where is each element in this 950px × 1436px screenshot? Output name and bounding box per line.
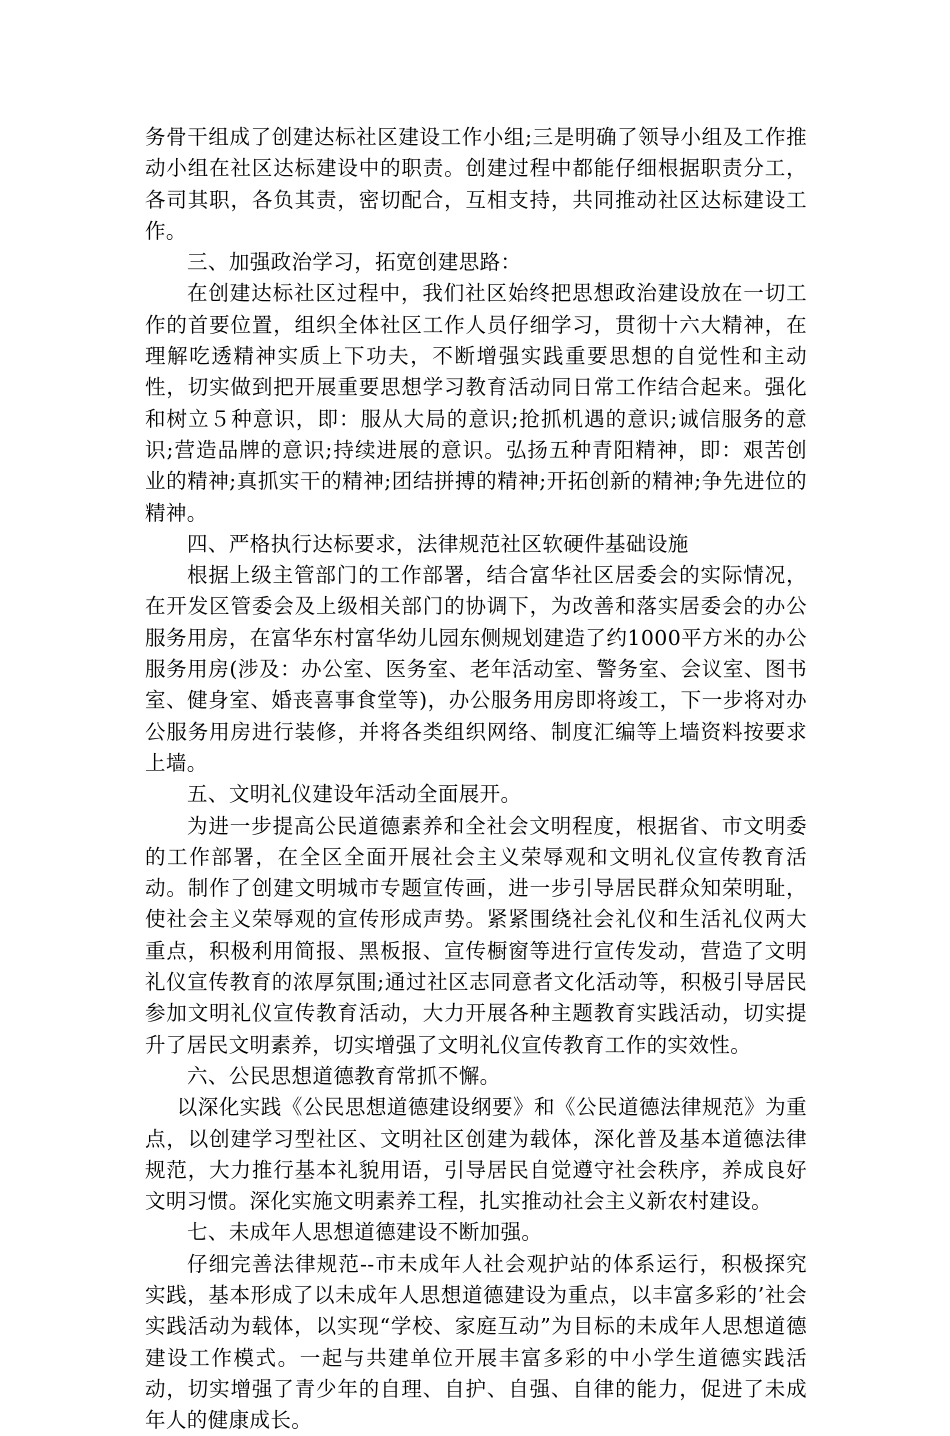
section-heading-7: 七、未成年人思想道德建设不断加强。 — [187, 1220, 543, 1245]
paragraph-etiquette: 为进一步提高公民道德素养和全社会文明程度，根据省、市文明委的工作部署，在全区全面开展社会主义荣辱观和文明礼仪宣传教育活动。制作了创建文明城市专题宣传画，进一步引导居民群众知荣明耻，使社会主义荣辱观的宣传形成声势。紧紧围绕社会礼仪和生活礼仪两大重点，积极利用简报、黑板报、宣传橱窗等进行宣传发动，营造了文明礼仪宣传教育的浓厚氛围;通过社区志同意者文化活动等，积极引导居民参加文明礼仪宣传教育活动，大力开展各种主题教育实践活动，切实提升了居民文明素养，切实增强了文明礼仪宣传教育工作的实效性。 — [145, 813, 807, 1057]
paragraph-continuation: 务骨干组成了创建达标社区建设工作小组;三是明确了领导小组及工作推动小组在社区达标建设中的职责。创建过程中都能仔细根据职责分工，各司其职，各负其责，密切配合，互相支持，共同推动社区达标建设工作。 — [145, 125, 807, 243]
paragraph-facilities: 根据上级主管部门的工作部署，结合富华社区居委会的实际情况，在开发区管委会及上级相关部门的协调下，为改善和落实居委会的办公服务用房，在富华东村富华幼儿园东侧规划建造了约1000平方米的办公服务用房(涉及：办公室、医务室、老年活动室、警务室、会议室、图书室、健身室、婚丧喜事食堂等)，办公服务用房即将竣工，下一步将对办公服务用房进行装修，并将各类组织网络、制度汇编等上墙资料按要求上墙。 — [145, 563, 807, 775]
paragraph-political-study: 在创建达标社区过程中，我们社区始终把思想政治建设放在一切工作的首要位置，组织全体社区工作人员仔细学习，贯彻十六大精神，在理解吃透精神实质上下功夫，不断增强实践重要思想的自觉性和主动性，切实做到把开展重要思想学习教育活动同日常工作结合起来。强化和树立５种意识，即：服从大局的意识;抢抓机遇的意识;诚信服务的意识;营造品牌的意识;持续进展的意识。弘扬五种青阳精神，即：艰苦创业的精神;真抓实干的精神;团结拼搏的精神;开拓创新的精神;争先进位的精神。 — [145, 281, 807, 525]
section-heading-6: 六、公民思想道德教育常抓不懈。 — [187, 1063, 501, 1088]
paragraph-minors: 仔细完善法律规范--市未成年人社会观护站的体系运行，积极探究实践，基本形成了以未成年人思想道德建设为重点，以丰富多彩的’社会实践活动为载体，以实现“学校、家庭互动”为目标的未成年人思想道德建设工作模式。一起与共建单位开展丰富多彩的中小学生道德实践活动，切实增强了青少年的自理、自护、自强、自律的能力，促进了未成年人的健康成长。 — [145, 1251, 807, 1433]
section-heading-3: 三、加强政治学习，拓宽创建思路： — [187, 250, 522, 275]
paragraph-moral-education: 以深化实践《公民思想道德建设纲要》和《公民道德法律规范》为重点，以创建学习型社区、文明社区创建为载体，深化普及基本道德法律规范，大力推行基本礼貌用语，引导居民自觉遵守社会秩序，养成良好文明习惯。深化实施文明素养工程，扎实推动社会主义新农村建设。 — [145, 1095, 807, 1214]
document-body — [145, 122, 807, 1436]
section-heading-4: 四、严格执行达标要求，法律规范社区软硬件基础设施 — [187, 531, 689, 556]
section-heading-5: 五、文明礼仪建设年活动全面展开。 — [187, 782, 522, 807]
